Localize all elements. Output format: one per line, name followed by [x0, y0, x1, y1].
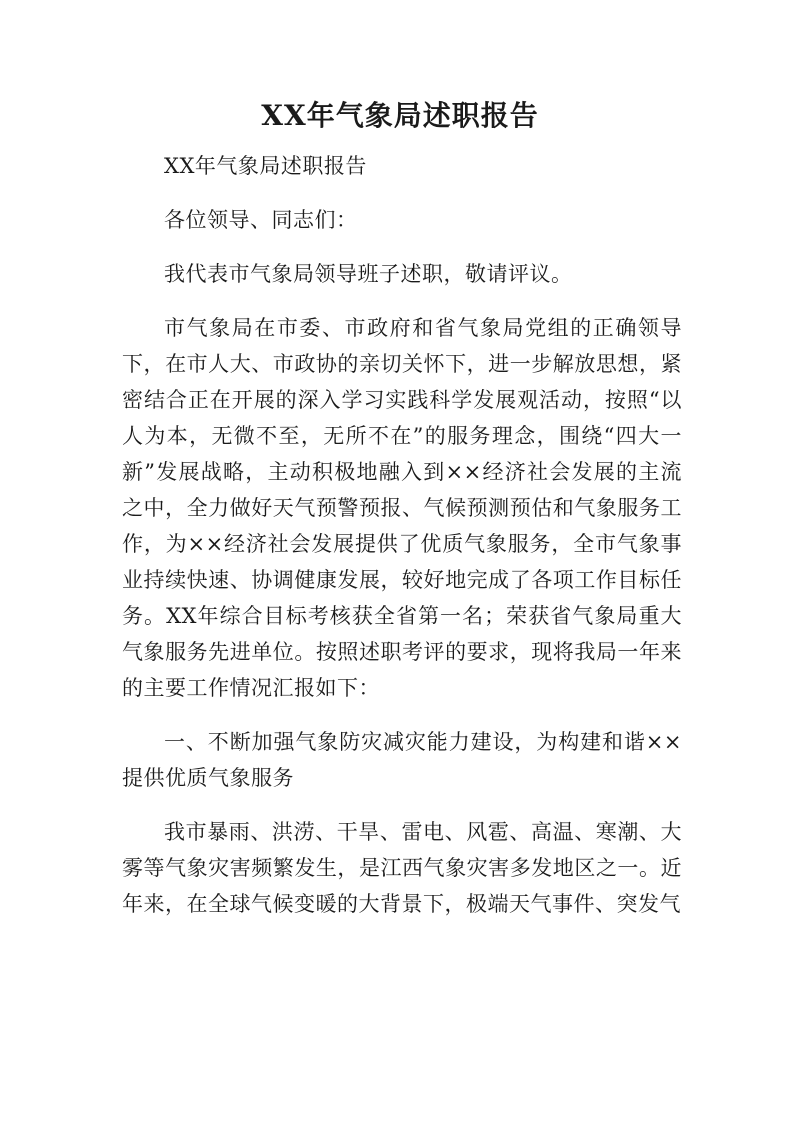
- paragraph-summary: 市气象局在市委、市政府和省气象局党组的正确领导下，在市人大、市政协的亲切关怀下，进一步解放思想，紧密结合正在开展的深入学习实践科学发展观活动，按照“以人为本，无微不至，无所不在”的服务理念，围绕“四大一新”发展战略，主动积极地融入到××经济社会发展的主流之中，全力做好天气预警预报、气候预测预估和气象服务工作，为××经济社会发展提供了优质气象服务，全市气象事业持续快速、协调健康发展，较好地完成了各项工作目标任务。XX年综合目标考核获全省第一名；荣获省气象局重大气象服务先进单位。按照述职考评的要求，现将我局一年来的主要工作情况汇报如下：: [122, 316, 682, 700]
- section-heading-one: 一、不断加强气象防灾减灾能力建设，为构建和谐××提供优质气象服务: [122, 730, 682, 790]
- paragraph-subtitle: XX年气象局述职报告: [164, 154, 367, 178]
- document-title: XX年气象局述职报告: [261, 99, 539, 132]
- paragraph-disasters: 我市暴雨、洪涝、干旱、雷电、风雹、高温、寒潮、大雾等气象灾害频繁发生，是江西气象灾害多发地区之一。近年来，在全球气候变暖的大背景下，极端天气事件、突发气: [122, 820, 682, 916]
- document-body: [122, 148, 682, 922]
- paragraph-salutation: 各位领导、同志们：: [164, 208, 358, 232]
- paragraph-opening: 我代表市气象局领导班子述职，敬请评议。: [164, 262, 573, 286]
